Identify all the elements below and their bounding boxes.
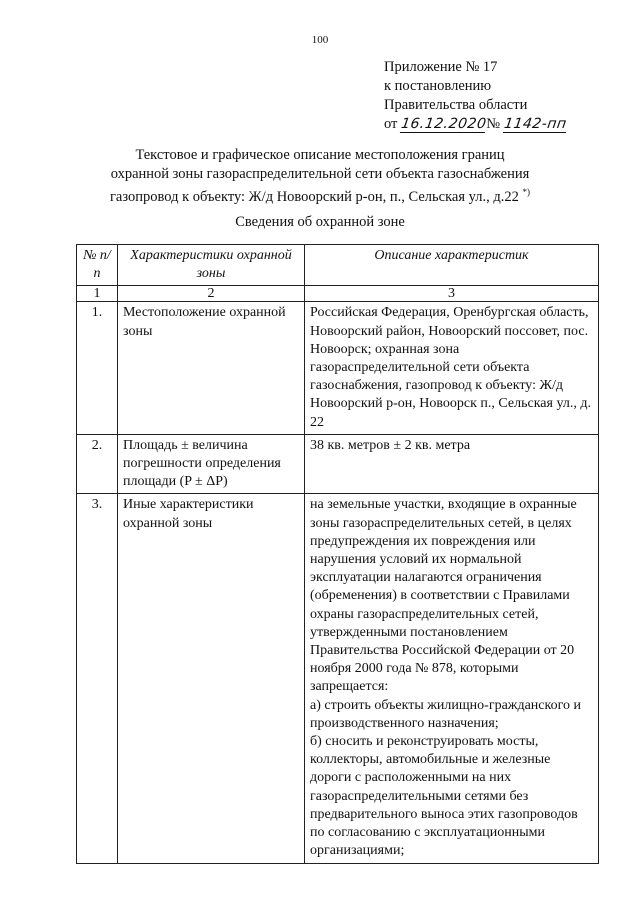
header-characteristic: Характеристики охранной зоны	[118, 245, 305, 286]
protection-zone-table	[76, 244, 599, 864]
table-row	[77, 494, 599, 863]
appendix-date-line	[384, 115, 566, 134]
row-description-cell	[305, 494, 599, 863]
appendix-block	[384, 58, 566, 134]
appendix-line-1: Приложение № 17	[384, 59, 498, 75]
appendix-line-2: к постановлению	[384, 78, 492, 94]
column-number-row	[77, 286, 599, 302]
column-number-2: 2	[118, 286, 305, 302]
row-description: 38 кв. метров ± 2 кв. метра	[305, 434, 599, 494]
header-description: Описание характеристик	[305, 245, 599, 286]
row-number: 3.	[77, 494, 118, 863]
row-description: на земельные участки, входящие в охранные зоны газораспределительных сетей, в целях предупреждения их повреждения или нарушения условий их нормальной эксплуатации налагаются ограничения (обременения) в соответствии с Правилами охраны газораспределительных сетей, утвержденными постановлением Правительства Российской Федерации от 20 ноября 2000 года № 878, которыми запрещается:	[310, 497, 577, 695]
row-characteristic: Местоположение охранной зоны	[118, 302, 305, 434]
row-number: 1.	[77, 302, 118, 434]
appendix-from: от	[384, 116, 398, 132]
table-row	[77, 302, 599, 434]
restriction-item-a: а) строить объекты жилищно-гражданского и производственного назначения;	[310, 697, 581, 731]
appendix-number-sign: №	[486, 116, 501, 132]
row-number: 2.	[77, 434, 118, 494]
page-number: 100	[311, 34, 329, 46]
table-row	[77, 434, 599, 494]
document-title	[0, 146, 640, 206]
section-subtitle: Сведения об охранной зоне	[235, 214, 405, 230]
title-line-1: Текстовое и графическое описание местоположения границ	[135, 147, 505, 163]
footnote-mark: *)	[522, 187, 530, 197]
table-header-row	[77, 245, 599, 286]
title-line-2: охранной зоны газораспределительной сети объекта газоснабжения	[110, 165, 530, 182]
restriction-item-b: б) сносить и реконструировать мосты, коллекторы, автомобильные и железные дороги с расположенными на них газораспределительными сетями без предварительного выноса этих газопроводов по согласованию с эксплуатационными организациями;	[310, 734, 578, 859]
row-characteristic: Иные характеристики охранной зоны	[118, 494, 305, 863]
appendix-line-3: Правительства области	[384, 97, 528, 113]
row-characteristic: Площадь ± величина погрешности определения площади (P ± ΔP)	[118, 434, 305, 494]
handwritten-number: 1142-пп	[502, 116, 568, 132]
row-description: Российская Федерация, Оренбургская область, Новоорский район, Новоорский поссовет, пос. Новоорск; охранная зона газораспределительной сети объекта газоснабжения, газопровод к объекту: Ж/д Новоорский р-он, Новоорск п., Сельская ул., д. 22	[305, 302, 599, 434]
column-number-3: 3	[305, 286, 599, 302]
header-number: № п/п	[77, 245, 118, 286]
handwritten-date: 16.12.2020	[400, 116, 488, 132]
column-number-1: 1	[77, 286, 118, 302]
title-line-3	[0, 183, 640, 206]
title-line-3-text: газопровод к объекту: Ж/д Новоорский р-он, п., Сельская ул., д.22	[109, 188, 519, 205]
